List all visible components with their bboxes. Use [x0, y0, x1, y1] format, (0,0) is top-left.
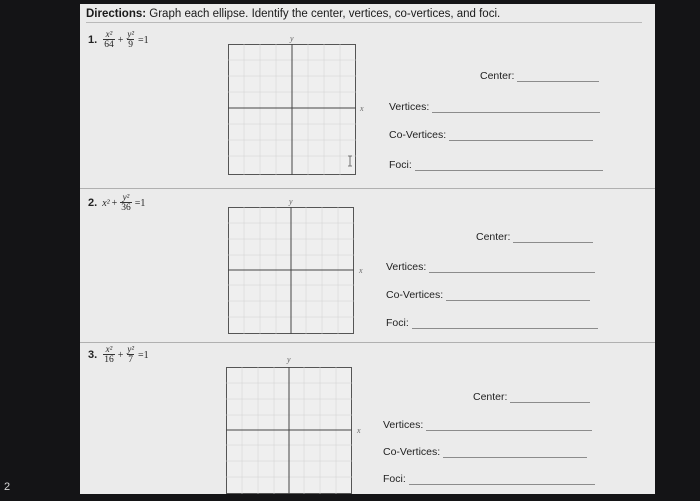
problem-number: 2.	[88, 197, 98, 210]
y-fraction: $\frac{\text{y²}}{7}$	[127, 344, 135, 365]
coordinate-grid-2[interactable]	[228, 197, 363, 335]
y-axis-label: y	[289, 197, 293, 206]
x-axis-label: x	[359, 266, 363, 275]
vertices-field-1[interactable]: Vertices:	[389, 101, 600, 113]
equation-3: 3. $\frac{\text{x²}}{16}$ + $\frac{\text{y²}}{7}$ =1	[88, 344, 149, 365]
y-axis-label: y	[287, 355, 291, 364]
worksheet	[80, 4, 655, 494]
directions-text: Graph each ellipse. Identify the center, vertices, co-vertices, and foci.	[149, 8, 501, 20]
equation-2: 2. x² + $\frac{\text{y²}}{36}$ =1	[88, 192, 146, 213]
y-fraction: $\frac{\text{y²}}{9}$	[127, 29, 135, 50]
problem-2	[80, 188, 655, 343]
co-vertices-field-2[interactable]: Co-Vertices:	[386, 289, 590, 301]
foci-field-1[interactable]: Foci:	[389, 159, 603, 171]
x-fraction: $\frac{\text{x²}}{16}$	[104, 344, 114, 365]
co-vertices-field-3[interactable]: Co-Vertices:	[383, 446, 587, 458]
co-vertices-field-1[interactable]: Co-Vertices:	[389, 129, 593, 141]
problem-number: 3.	[88, 349, 98, 362]
problem-1	[80, 26, 655, 188]
y-fraction: $\frac{\text{y²}}{36}$	[121, 192, 131, 213]
center-field-3[interactable]: Center:	[473, 391, 590, 403]
foci-field-3[interactable]: Foci:	[383, 473, 595, 485]
equation-1: 1. $\frac{\text{x²}}{64}$ + $\frac{\text{y²}}{9}$ =1	[88, 29, 149, 50]
page-number-mark: 2	[4, 481, 11, 493]
directions	[86, 8, 642, 23]
center-field-2[interactable]: Center:	[476, 231, 593, 243]
y-axis-label: y	[290, 34, 294, 43]
problem-number: 1.	[88, 34, 98, 47]
x-fraction: $\frac{\text{x²}}{64}$	[104, 29, 114, 50]
x-axis-label: x	[357, 426, 361, 435]
coordinate-grid-3[interactable]	[226, 355, 361, 495]
directions-label: Directions:	[86, 8, 147, 20]
vertices-field-3[interactable]: Vertices:	[383, 419, 592, 431]
coordinate-grid-1[interactable]	[228, 34, 364, 176]
center-field-1[interactable]: Center:	[480, 70, 599, 82]
problem-3	[80, 342, 655, 495]
vertices-field-2[interactable]: Vertices:	[386, 261, 595, 273]
x-axis-label: x	[360, 104, 364, 113]
foci-field-2[interactable]: Foci:	[386, 317, 598, 329]
